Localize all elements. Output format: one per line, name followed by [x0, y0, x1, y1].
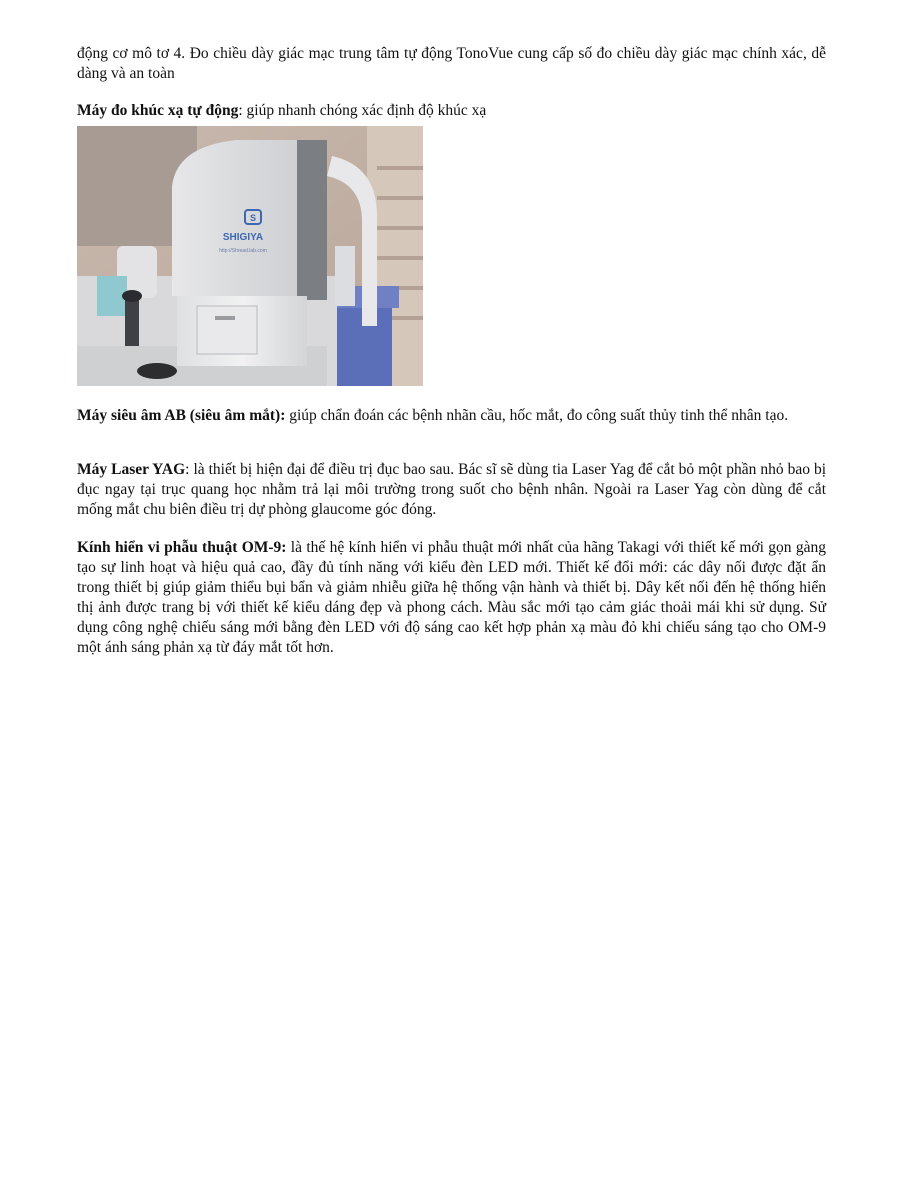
laser-paragraph: [77, 460, 826, 520]
autorefractor-photo: [77, 126, 423, 386]
microscope-text: là thế hệ kính hiển vi phẫu thuật mới nhất của hãng Takagi với thiết kế mới gọn gàng tạo sự linh hoạt và hiệu quả cao, đầy đủ tính năng với kiểu đèn LED mới. Thiết kế đổi mới: các dây nối được đặt ẩn trong thiết bị giúp giảm thiểu bụi bẩn và giảm nhiễu giữa hệ thống vận hành và thiết bị. Dây kết nối đến hệ thống hiển thị ảnh được trang bị với thiết kế kiểu dáng đẹp và phong cách. Màu sắc mới tạo cảm giác thoải mái khi sử dụng. Sử dụng công nghệ chiếu sáng mới bằng đèn LED với độ sáng cao kết hợp phản xạ màu đỏ khi chiếu sáng tạo cho OM-9 một ánh sáng phản xạ từ đáy mắt tốt hơn.: [77, 539, 826, 656]
svg-text:S: S: [249, 213, 257, 223]
laser-text: : là thiết bị hiện đại để điều trị đục bao sau. Bác sĩ sẽ dùng tia Laser Yag để cắt bỏ một phần nhỏ bao bị đục ngay tại trục quang học nhằm trả lại môi trường trong suốt cho bệnh nhân. Ngoài ra Laser Yag còn dùng để cắt mống mắt chu biên điều trị dự phòng glaucome góc đóng.: [77, 461, 826, 518]
microscope-title: Kính hiển vi phẫu thuật OM-9:: [77, 539, 287, 556]
ultrasound-text: giúp chẩn đoán các bệnh nhãn cầu, hốc mắt, đo công suất thủy tinh thể nhân tạo.: [285, 407, 789, 424]
ultrasound-paragraph: [77, 406, 826, 426]
autorefractor-title: Máy đo khúc xạ tự động: [77, 102, 239, 119]
microscope-paragraph: [77, 538, 826, 658]
autorefractor-text: : giúp nhanh chóng xác định độ khúc xạ: [238, 102, 487, 119]
brand-url-text: http://Shread.lab.com: [219, 248, 267, 254]
brand-logo-text: SHIGIYA: [222, 232, 264, 243]
intro-text: động cơ mô tơ 4. Đo chiều dày giác mạc trung tâm tự động TonoVue cung cấp số đo chiều dày giác mạc chính xác, dễ dàng và an toàn: [77, 45, 826, 82]
autorefractor-paragraph: [77, 101, 826, 121]
laser-title: Máy Laser YAG: [77, 461, 186, 478]
autorefractor-image: [77, 126, 423, 386]
intro-paragraph: [77, 44, 826, 84]
ultrasound-title: Máy siêu âm AB (siêu âm mắt):: [77, 407, 286, 424]
